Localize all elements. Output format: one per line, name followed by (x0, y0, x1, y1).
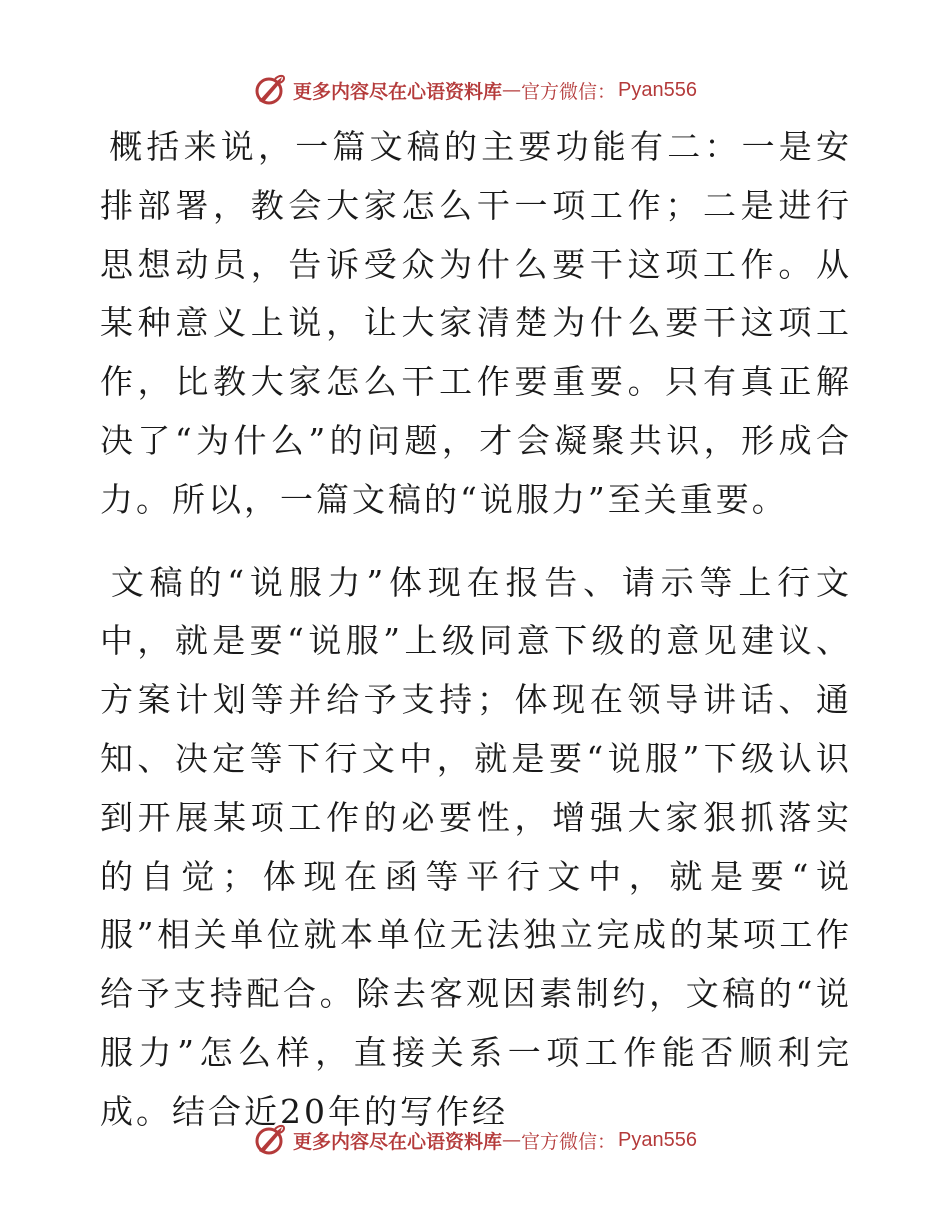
footer-wechat-label: 官方微信： (521, 1130, 617, 1153)
paragraph-2 (100, 554, 852, 1142)
footer-banner (0, 1120, 950, 1160)
footer-wechat-id: Pyan556 (618, 1128, 697, 1151)
header-wechat-id: Pyan556 (618, 78, 697, 101)
paragraph-1 (100, 118, 852, 530)
pen-circle-logo-icon (253, 1123, 287, 1157)
footer-brand-text: 更多内容尽在心语资料库 (293, 1130, 503, 1153)
footer-separator: — (502, 1129, 522, 1151)
pen-circle-logo-icon (253, 73, 287, 107)
header-separator: — (502, 79, 522, 101)
paragraph-2-text: 文稿的“说服力”体现在报告、请示等上行文中，就是要“说服”上级同意下级的意见建议、方案计划等并给予支持；体现在领导讲话、通知、决定等下行文中，就是要“说服”下级认识到开展某项工作的必要性，增强大家狠抓落实的自觉；体现在函等平行文中，就是要“说服”相关单位就本单位无法独立完成的某项工作给予支持配合。除去客观因素制约，文稿的“说服力”怎么样，直接关系一项工作能否顺利完成。结合近20年的写作经 (100, 562, 852, 1131)
paragraph-1-text: 概括来说，一篇文稿的主要功能有二：一是安排部署，教会大家怎么干一项工作；二是进行思想动员，告诉受众为什么要干这项工作。从某种意义上说，让大家清楚为什么要干这项工作，比教大家怎么干工作要重要。只有真正解决了“为什么”的问题，才会凝聚共识，形成合力。所以，一篇文稿的“说服力”至关重要。 (100, 127, 852, 519)
header-wechat-label: 官方微信： (521, 80, 617, 103)
header-brand-text: 更多内容尽在心语资料库 (293, 80, 503, 103)
header-banner (0, 70, 950, 110)
document-body (100, 118, 852, 1142)
